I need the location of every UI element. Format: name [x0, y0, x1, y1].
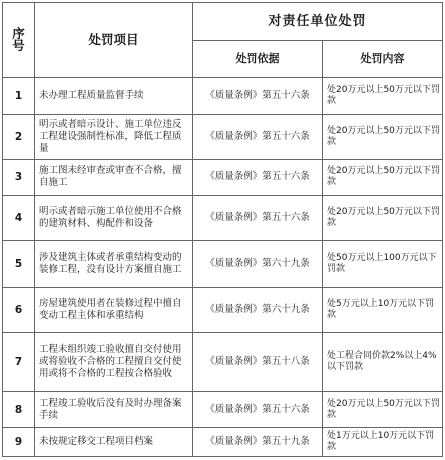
- row-number: 3: [3, 159, 35, 195]
- row-item: 涉及建筑主体或者承重结构变动的装修工程，没有设计方案擅自施工: [35, 240, 193, 287]
- row-number: 8: [3, 392, 35, 428]
- table-row: [3, 195, 443, 240]
- row-penalty: 处20万元以上50万元以下罚款: [323, 159, 443, 195]
- table-row: [3, 287, 443, 332]
- row-item: 明示或者暗示施工单位使用不合格的建筑材料、构配件和设备: [35, 195, 193, 240]
- header-content: 处罚内容: [323, 41, 443, 78]
- row-basis: 《质量条例》第五十九条: [193, 428, 323, 457]
- row-item: 明示或者暗示设计、施工单位违反工程建设强制性标准，降低工程质量: [35, 114, 193, 159]
- row-basis: 《质量条例》第五十八条: [193, 333, 323, 392]
- row-penalty: 处20万元以上50万元以下罚款: [323, 392, 443, 428]
- header-row-top: [3, 3, 443, 41]
- row-penalty: 处5万元以上10万元以下罚款: [323, 287, 443, 332]
- row-number: 4: [3, 195, 35, 240]
- table-row: [3, 114, 443, 159]
- table-row: [3, 392, 443, 428]
- row-number: 2: [3, 114, 35, 159]
- row-number: 6: [3, 287, 35, 332]
- row-penalty: 处1万元以上10万元以下罚款: [323, 428, 443, 457]
- row-basis: 《质量条例》第五十六条: [193, 392, 323, 428]
- row-number: 1: [3, 78, 35, 115]
- row-basis: 《质量条例》第六十九条: [193, 240, 323, 287]
- row-number: 9: [3, 428, 35, 457]
- row-item: 工程竣工验收后没有及时办理备案手续: [35, 392, 193, 428]
- row-penalty: 处20万元以上50万元以下罚款: [323, 78, 443, 115]
- row-item: 工程未组织竣工验收擅自交付使用或将验收不合格的工程擅自交付使用或将不合格的工程按合格验收: [35, 333, 193, 392]
- row-number: 7: [3, 333, 35, 392]
- row-basis: 《质量条例》第五十六条: [193, 114, 323, 159]
- row-basis: 《质量条例》第五十六条: [193, 78, 323, 115]
- row-number: 5: [3, 240, 35, 287]
- row-item: 未按规定移交工程项目档案: [35, 428, 193, 457]
- row-item: 房屋建筑使用者在装修过程中擅自变动工程主体和承重结构: [35, 287, 193, 332]
- row-penalty: 处50万元以上100万元以下罚款: [323, 240, 443, 287]
- row-basis: 《质量条例》第五十六条: [193, 159, 323, 195]
- row-penalty: 处20万元以上50万元以下罚款: [323, 114, 443, 159]
- row-penalty: 处工程合同价款2%以上4%以下罚款: [323, 333, 443, 392]
- table-row: [3, 333, 443, 392]
- row-basis: 《质量条例》第五十六条: [193, 195, 323, 240]
- table-header: [3, 3, 443, 78]
- row-penalty: 处20万元以上50万元以下罚款: [323, 195, 443, 240]
- row-item: 未办理工程质量监督手续: [35, 78, 193, 115]
- header-no: 序号: [3, 3, 35, 78]
- table-row: [3, 240, 443, 287]
- header-group: 对责任单位处罚: [193, 3, 443, 41]
- table-row: [3, 159, 443, 195]
- row-item: 施工图未经审查或审查不合格，擅自施工: [35, 159, 193, 195]
- table-row: [3, 78, 443, 115]
- table-body: [3, 78, 443, 457]
- table-row: [3, 428, 443, 457]
- penalty-table: [2, 2, 443, 457]
- header-basis: 处罚依据: [193, 41, 323, 78]
- header-item: 处罚项目: [35, 3, 193, 78]
- row-basis: 《质量条例》第六十九条: [193, 287, 323, 332]
